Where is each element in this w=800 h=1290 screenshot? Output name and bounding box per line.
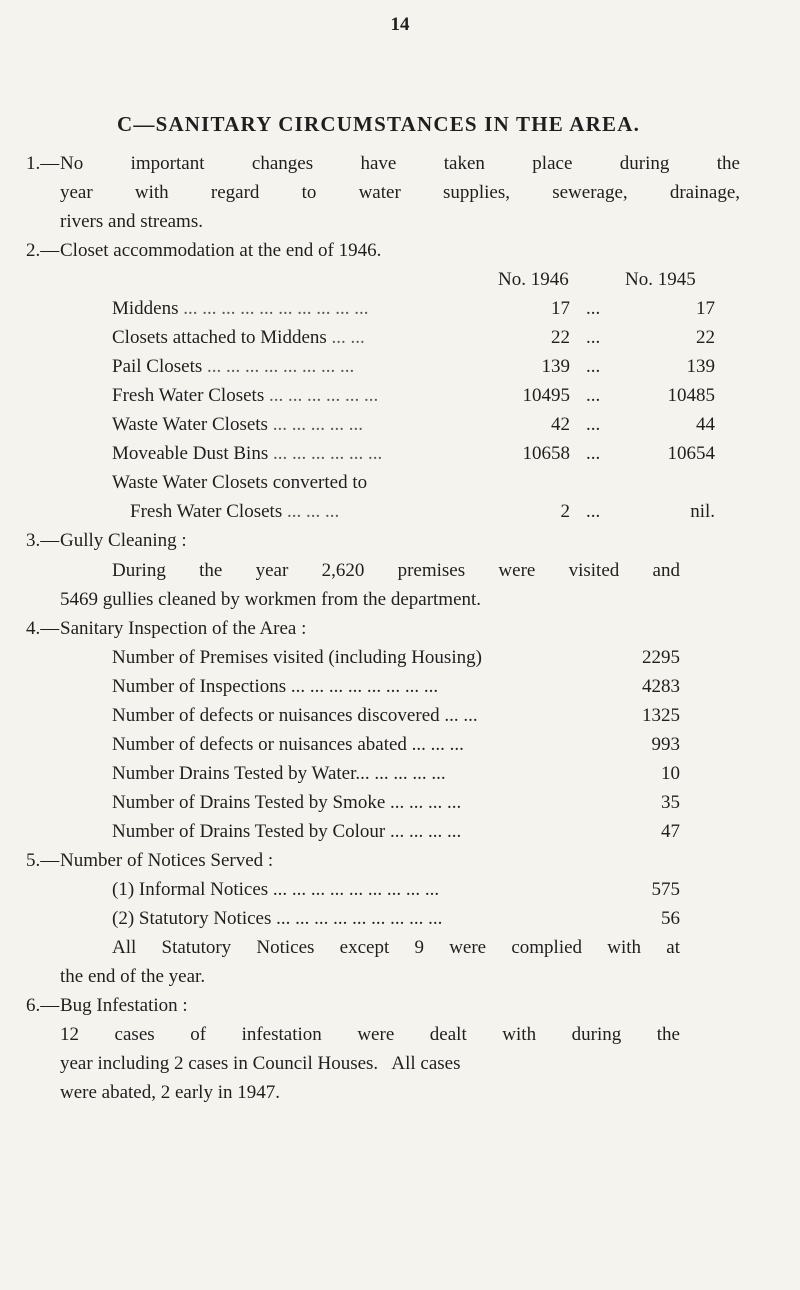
value-1945: 17 bbox=[696, 298, 715, 319]
leader-dots: ... ... ... ... ... ... bbox=[264, 385, 379, 406]
separator-dots: ... bbox=[586, 298, 601, 319]
closet-row-label: Fresh Water Closets bbox=[112, 385, 265, 406]
column-header-1945: No. 1945 bbox=[625, 269, 696, 290]
closet-row-label: Fresh Water Closets bbox=[130, 501, 283, 522]
value-1946: 10658 bbox=[522, 443, 570, 464]
inspection-value: 993 bbox=[651, 734, 680, 755]
value-1945: 44 bbox=[696, 414, 715, 435]
inspection-label: Number of Drains Tested by Colour ... ... ... ... bbox=[112, 821, 462, 842]
separator-dots: ... bbox=[586, 501, 601, 522]
section-4-number: 4.— bbox=[26, 618, 60, 639]
inspection-value: 47 bbox=[661, 821, 680, 842]
section-6-title: Bug Infestation : bbox=[60, 995, 188, 1016]
section-heading: C—SANITARY CIRCUMSTANCES IN THE AREA. bbox=[117, 112, 641, 136]
value-1946: 42 bbox=[551, 414, 570, 435]
section-5-line: the end of the year. bbox=[60, 966, 206, 987]
inspection-value: 35 bbox=[661, 792, 680, 813]
leader-dots: ... ... ... ... ... bbox=[267, 414, 363, 435]
section-6-line: 12 cases of infestation were dealt with during the bbox=[60, 1024, 680, 1045]
closet-row-label: Moveable Dust Bins bbox=[112, 443, 269, 464]
section-1-line: No important changes have taken place during the bbox=[60, 153, 740, 174]
value-1945: 22 bbox=[696, 327, 715, 348]
section-6-line: were abated, 2 early in 1947. bbox=[60, 1082, 280, 1103]
converted-label-line1: Waste Water Closets converted to bbox=[112, 472, 368, 493]
value-1945: 139 bbox=[686, 356, 715, 377]
section-2-number: 2.— bbox=[26, 240, 60, 261]
section-1-line: year with regard to water supplies, sewerage, drainage, bbox=[60, 182, 740, 203]
inspection-label: Number of Premises visited (including Housing) bbox=[112, 647, 482, 668]
leader-dots: ... ... ... bbox=[282, 501, 340, 522]
value-1946: 22 bbox=[551, 327, 570, 348]
leader-dots: ... ... ... ... ... ... ... ... bbox=[202, 356, 355, 377]
section-3-line: During the year 2,620 premises were visited and bbox=[112, 560, 680, 581]
separator-dots: ... bbox=[586, 414, 601, 435]
closet-row-label: Middens bbox=[112, 298, 179, 319]
leader-dots: ... ... bbox=[326, 327, 365, 348]
value-1945: 10485 bbox=[667, 385, 715, 406]
section-6-number: 6.— bbox=[26, 995, 60, 1016]
inspection-label: Number of Inspections ... ... ... ... ... ... ... ... bbox=[112, 676, 439, 697]
inspection-value: 4283 bbox=[642, 676, 680, 697]
separator-dots: ... bbox=[586, 327, 601, 348]
section-5-title: Number of Notices Served : bbox=[60, 850, 274, 871]
notice-label: (1) Informal Notices ... ... ... ... ... ... ... ... ... bbox=[112, 879, 440, 900]
section-5-number: 5.— bbox=[26, 850, 60, 871]
value-1946: 139 bbox=[541, 356, 570, 377]
separator-dots: ... bbox=[586, 385, 601, 406]
value-1946: 17 bbox=[551, 298, 570, 319]
section-3-line: 5469 gullies cleaned by workmen from the department. bbox=[60, 589, 482, 610]
inspection-label: Number of defects or nuisances abated ... ... ... bbox=[112, 734, 464, 755]
inspection-label: Number of defects or nuisances discovered ... ... bbox=[112, 705, 478, 726]
leader-dots: ... ... ... ... ... ... bbox=[268, 443, 383, 464]
closet-row-label: Closets attached to Middens bbox=[112, 327, 327, 348]
notice-label: (2) Statutory Notices ... ... ... ... ... ... ... ... ... bbox=[112, 908, 443, 929]
inspection-value: 1325 bbox=[642, 705, 680, 726]
page-number: 14 bbox=[390, 14, 410, 35]
separator-dots: ... bbox=[586, 443, 601, 464]
section-3-number: 3.— bbox=[26, 530, 60, 551]
closet-row-label: Pail Closets bbox=[112, 356, 203, 377]
value-1946: 2 bbox=[560, 501, 570, 522]
inspection-value: 10 bbox=[661, 763, 680, 784]
section-6-line: year including 2 cases in Council Houses. All cases bbox=[60, 1053, 461, 1074]
section-5-line: All Statutory Notices except 9 were complied with at bbox=[112, 937, 680, 958]
leader-dots: ... ... ... ... ... ... ... ... ... ... bbox=[178, 298, 369, 319]
section-1-number: 1.— bbox=[26, 153, 60, 174]
notice-value: 575 bbox=[651, 879, 680, 900]
column-header-1946: No. 1946 bbox=[498, 269, 569, 290]
section-2-title: Closet accommodation at the end of 1946. bbox=[60, 240, 382, 261]
section-1-line: rivers and streams. bbox=[60, 211, 203, 232]
section-4-title: Sanitary Inspection of the Area : bbox=[60, 618, 307, 639]
value-1945: nil. bbox=[690, 501, 715, 522]
inspection-value: 2295 bbox=[642, 647, 680, 668]
section-3-title: Gully Cleaning : bbox=[60, 530, 187, 551]
inspection-label: Number Drains Tested by Water... ... ... ... ... bbox=[112, 763, 446, 784]
notice-value: 56 bbox=[661, 908, 680, 929]
value-1945: 10654 bbox=[667, 443, 715, 464]
separator-dots: ... bbox=[586, 356, 601, 377]
value-1946: 10495 bbox=[522, 385, 570, 406]
inspection-label: Number of Drains Tested by Smoke ... ... ... ... bbox=[112, 792, 462, 813]
closet-row-label: Waste Water Closets bbox=[112, 414, 268, 435]
